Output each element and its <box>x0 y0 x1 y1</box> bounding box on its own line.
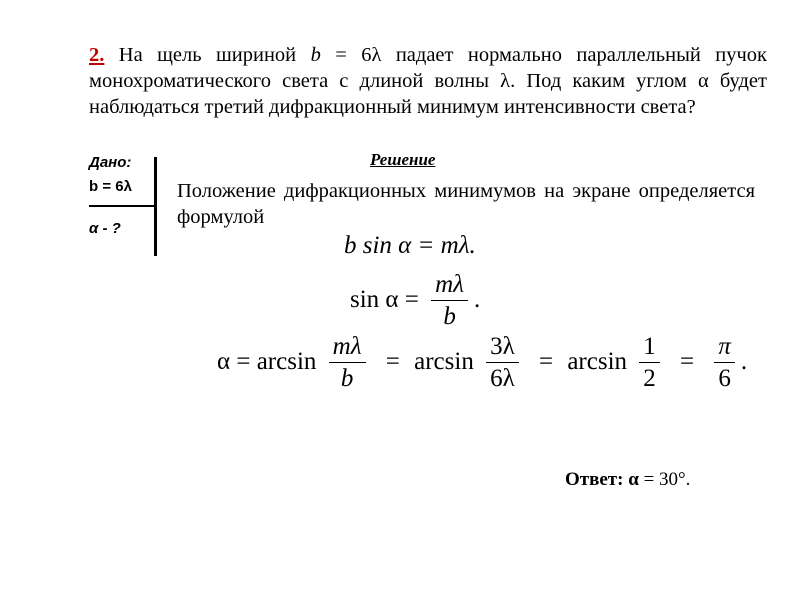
given-divider <box>89 205 156 207</box>
answer-label: Ответ: <box>565 469 624 490</box>
solution-title: Решение <box>370 150 436 169</box>
given-block <box>89 151 132 199</box>
given-find: α - ? <box>89 220 121 237</box>
given-b: b = 6λ <box>89 178 132 195</box>
problem-text-2: = 6λ падает нормально параллельный пучок монохроматического света с длиной волны λ. Под каким углом α будет наблюдаться третий дифракционный минимум интенсивности света? <box>89 44 767 118</box>
fraction: $\frac{m\lambda}{b}$ <box>329 332 366 395</box>
fraction: $\frac{\pi}{6}$ <box>714 332 735 395</box>
fraction: $\frac{m\lambda}{b}$ <box>431 270 468 333</box>
formula-arcsin: α = arcsin $\frac{m\lambda}{b}$ = arcsin $\frac{3\lambda}{6\lambda}$ = arcsin $\frac{1}{2}$ = $\frac{\pi}{6}$ . <box>217 332 747 395</box>
fraction: $\frac{3\lambda}{6\lambda}$ <box>486 332 519 395</box>
problem-statement <box>89 42 767 120</box>
given-separator <box>154 157 157 256</box>
formula-sin: sin α = $\frac{m\lambda}{b}$ . <box>350 270 480 333</box>
formula-condition: b sin α = mλ. <box>344 232 476 259</box>
given-title: Дано: <box>89 154 132 171</box>
problem-b: b <box>310 44 321 66</box>
fraction: $\frac{1}{2}$ <box>639 332 660 395</box>
answer-value: = 30°. <box>638 469 691 490</box>
answer <box>565 469 690 491</box>
problem-text-1: На щель шириной <box>104 44 311 66</box>
problem-number: 2. <box>89 44 105 66</box>
answer-alpha: α <box>628 469 639 490</box>
solution-text: Положение дифракционных минимумов на экране определяется формулой <box>177 180 755 228</box>
